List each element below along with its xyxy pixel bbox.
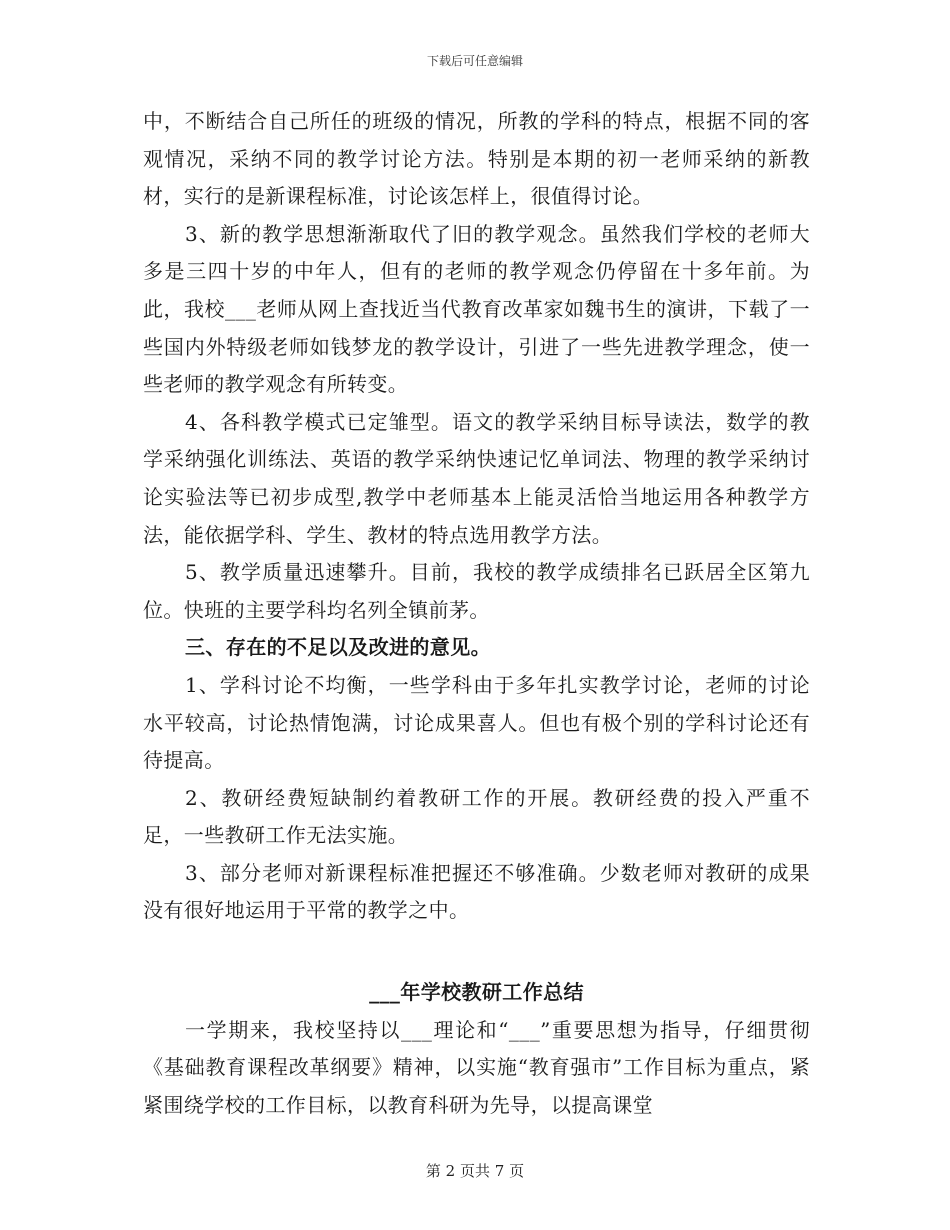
- paragraph-item-3: 3、新的教学思想渐渐取代了旧的教学观念。虽然我们学校的老师大多是三四十岁的中年人，但有的老师的教学观念仍停留在十多年前。为此，我校___老师从网上查找近当代教育改革家如魏书生的演讲，下载了一些国内外特级老师如钱梦龙的教学设计，引进了一些先进教学理念，使一些老师的教学观念有所转变。: [143, 221, 810, 397]
- paragraph-intro: 一学期来，我校坚持以___理论和“___”重要思想为指导，仔细贯彻《基础教育课程改革纲要》精神，以实施“教育强市”工作目标为重点，紧紧围绕学校的工作目标，以教育科研为先导，以提高课堂: [143, 1017, 810, 1117]
- paragraph-issue-3: 3、部分老师对新课程标准把握还不够准确。少数老师对教研的成果没有很好地运用于平常的教学之中。: [143, 860, 810, 923]
- paragraph-issue-2: 2、教研经费短缺制约着教研工作的开展。教研经费的投入严重不足，一些教研工作无法实施。: [143, 785, 810, 848]
- section-heading-3: 三、存在的不足以及改进的意见。: [185, 635, 491, 660]
- document-title: ___年学校教研工作总结: [369, 980, 584, 1005]
- paragraph-item-5: 5、教学质量迅速攀升。目前，我校的教学成绩排名已跃居全区第九位。快班的主要学科均名列全镇前茅。: [143, 560, 810, 622]
- document-body: [143, 103, 810, 1124]
- page-header: 下载后可任意编辑: [426, 54, 523, 68]
- paragraph-issue-1: 1、学科讨论不均衡，一些学科由于多年扎实教学讨论，老师的讨论水平较高，讨论热情饱满，讨论成果喜人。但也有极个别的学科讨论还有待提高。: [143, 672, 810, 773]
- paragraph-item-4: 4、各科教学模式已定雏型。语文的教学采纳目标导读法，数学的教学采纳强化训练法、英语的教学采纳快速记忆单词法、物理的教学采纳讨论实验法等已初步成型,教学中老师基本上能灵活恰当地运用各种教学方法，能依据学科、学生、教材的特点选用教学方法。: [143, 409, 810, 547]
- paragraph-continuation: 中，不断结合自己所任的班级的情况，所教的学科的特点，根据不同的客观情况，采纳不同的教学讨论方法。特别是本期的初一老师采纳的新教材，实行的是新课程标准，讨论该怎样上，很值得讨论。: [143, 109, 810, 209]
- page-footer: 第 2 页共 7 页: [425, 1162, 525, 1180]
